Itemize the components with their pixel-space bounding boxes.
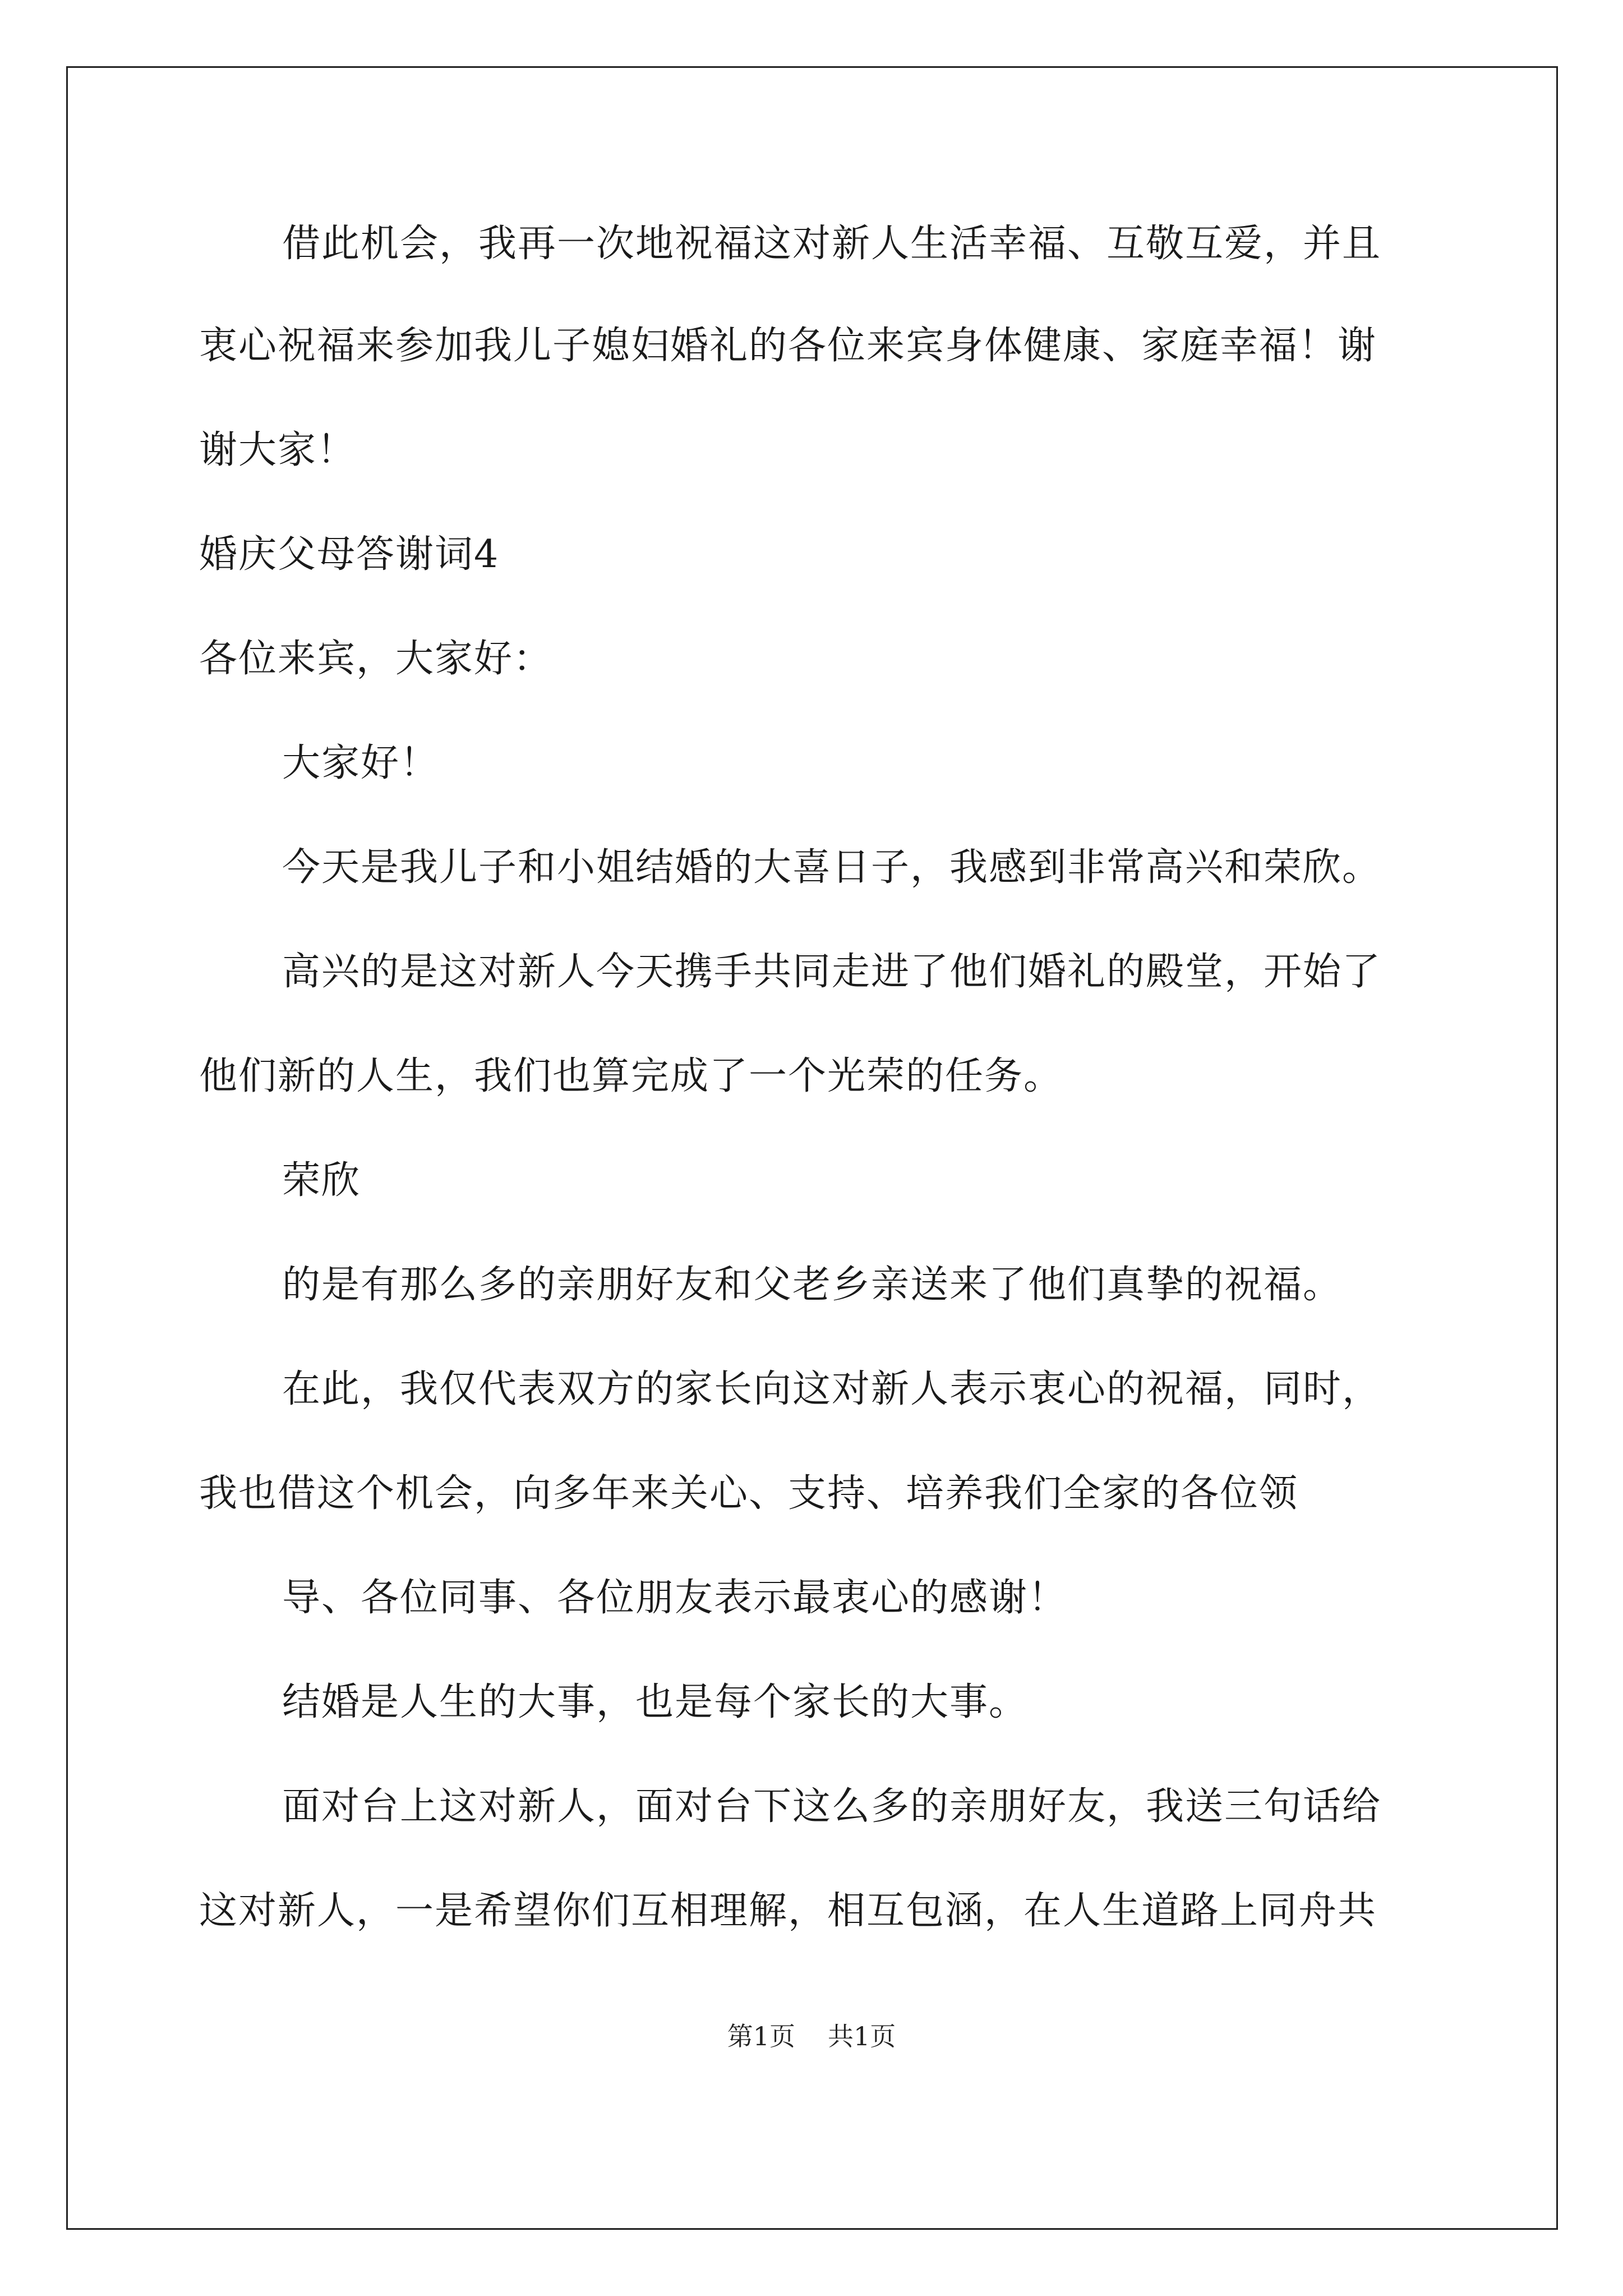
page-number: 第1页	[727, 2021, 795, 2051]
paragraph-line: 高兴的是这对新人今天携手共同走进了他们婚礼的殿堂，开始了	[282, 950, 1382, 994]
paragraph-line: 在此，我仅代表双方的家长向这对新人表示衷心的祝福，同时，	[282, 1367, 1382, 1411]
paragraph-line: 今天是我儿子和小姐结婚的大喜日子，我感到非常高兴和荣欣。	[282, 845, 1382, 890]
paragraph-line: 的是有那么多的亲朋好友和父老乡亲送来了他们真挚的祝福。	[282, 1263, 1343, 1307]
page-total: 共1页	[828, 2021, 896, 2051]
paragraph-line: 荣欣	[282, 1158, 361, 1203]
paragraph-line: 面对台上这对新人，面对台下这么多的亲朋好友，我送三句话给	[282, 1784, 1382, 1829]
paragraph-line: 借此机会，我再一次地祝福这对新人生活幸福、互敬互爱，并且	[282, 222, 1382, 266]
paragraph-line: 导、各位同事、各位朋友表示最衷心的感谢！	[282, 1576, 1068, 1620]
paragraph-line: 结婚是人生的大事，也是每个家长的大事。	[282, 1680, 1029, 1724]
page-footer	[0, 2019, 1623, 2053]
paragraph-line: 他们新的人生，我们也算完成了一个光荣的任务。	[199, 1054, 1063, 1098]
greeting-line: 各位来宾，大家好：	[199, 637, 553, 681]
paragraph-line: 衷心祝福来参加我儿子媳妇婚礼的各位来宾身体健康、家庭幸福！谢	[199, 324, 1377, 368]
section-heading: 婚庆父母答谢词4	[199, 532, 500, 577]
paragraph-line: 这对新人，一是希望你们互相理解，相互包涵，在人生道路上同舟共	[199, 1889, 1377, 1933]
paragraph-line: 谢大家！	[199, 428, 357, 472]
paragraph-line: 我也借这个机会，向多年来关心、支持、培养我们全家的各位领	[199, 1471, 1299, 1516]
paragraph-line: 大家好！	[282, 741, 440, 785]
